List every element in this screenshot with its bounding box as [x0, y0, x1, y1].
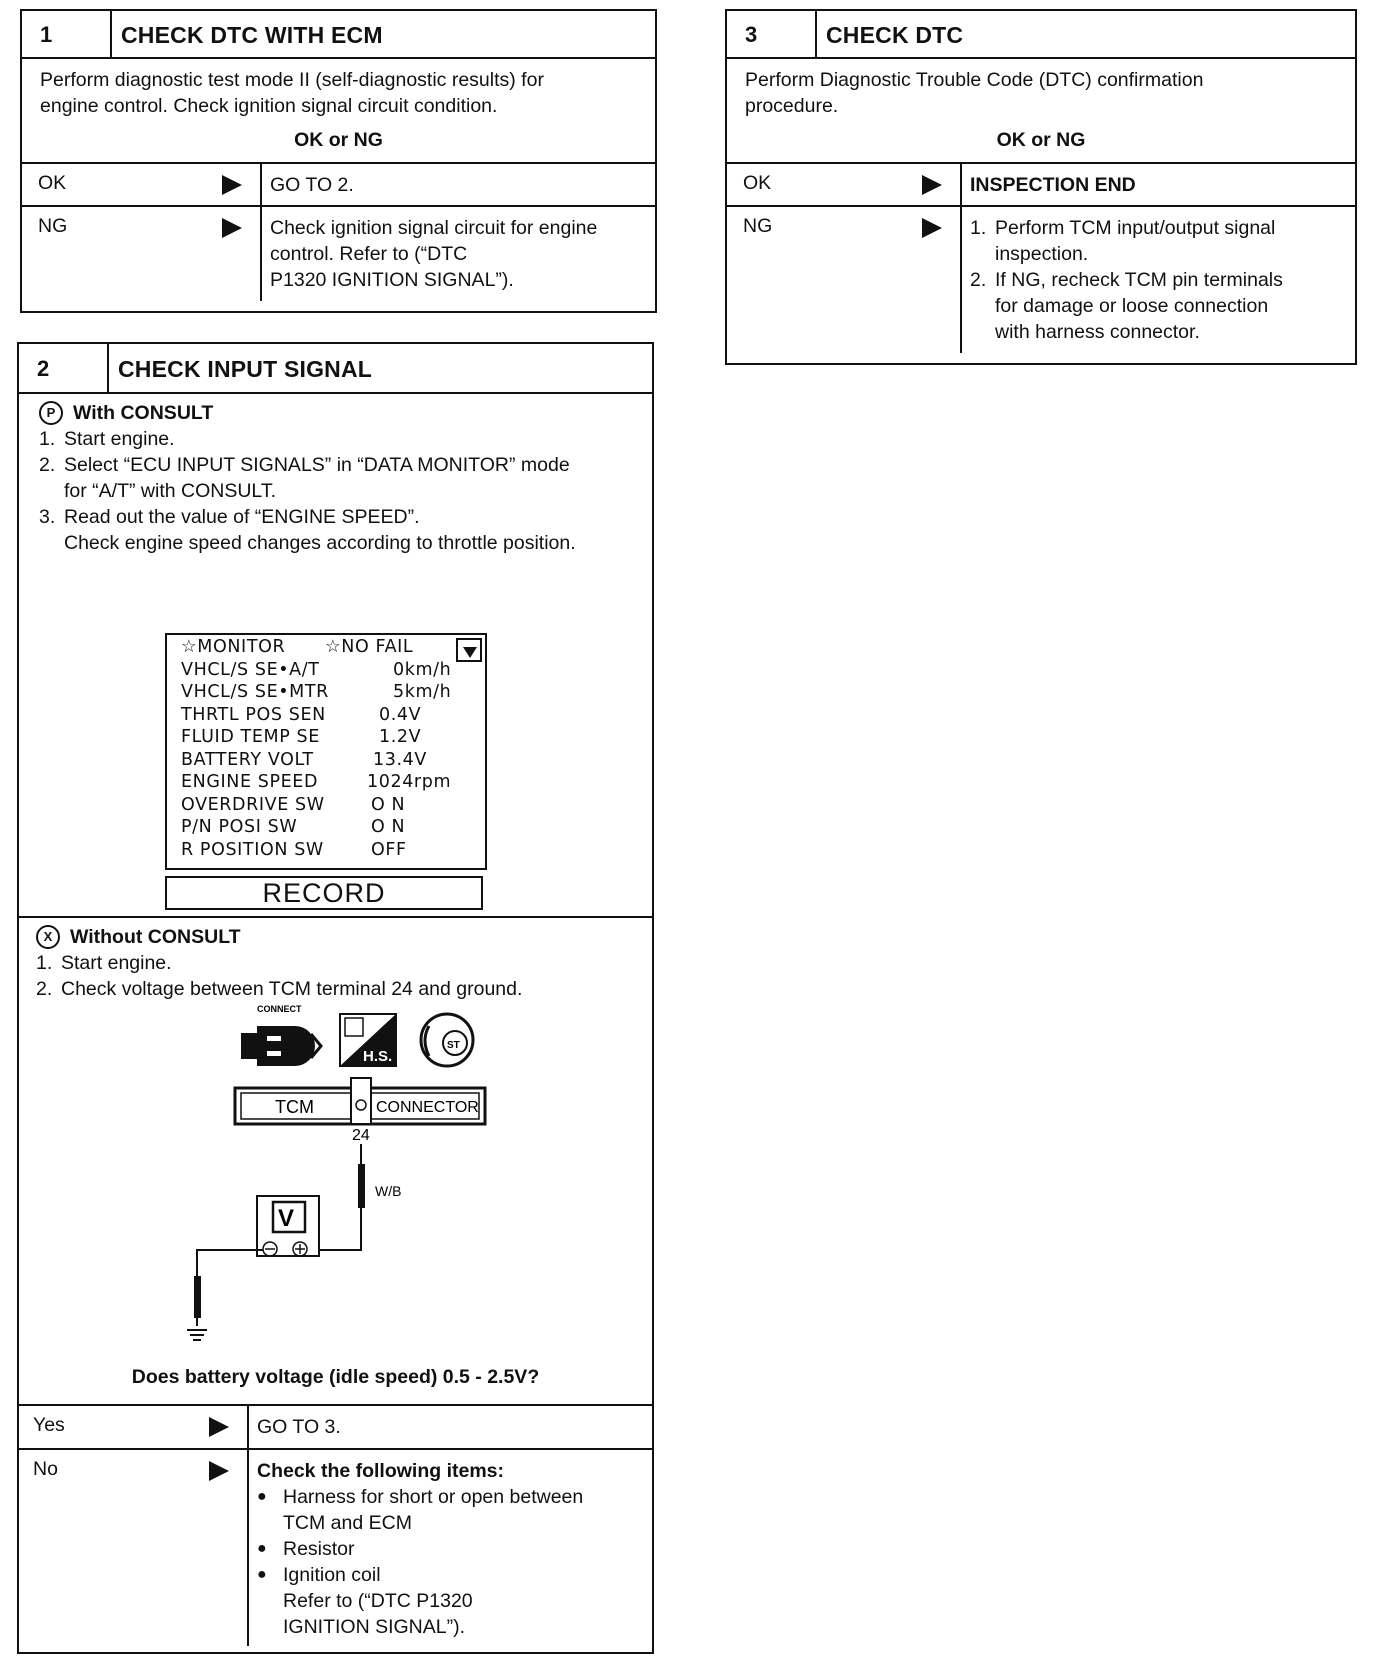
step-title: CHECK DTC WITH ECM	[121, 22, 383, 48]
arrow-right-icon	[209, 1417, 229, 1437]
list-item: 1. Start engine.	[36, 952, 172, 974]
ng-row	[22, 205, 655, 301]
monitor-row: FLUID TEMP SE 1.2V	[181, 727, 422, 747]
ok-row	[22, 162, 655, 205]
arrow-right-icon	[222, 218, 242, 238]
without-consult-section	[19, 918, 652, 1404]
monitor-row: ENGINE SPEED 1024rpm	[181, 772, 452, 792]
ok-action: INSPECTION END	[970, 174, 1136, 196]
monitor-row: P/N POSI SW O N	[181, 817, 406, 837]
desc-line: Perform diagnostic test mode II (self-diagnostic results) for	[40, 69, 544, 91]
monitor-row: OVERDRIVE SW O N	[181, 794, 406, 815]
no-action: Check the following items: ● Harness for short or open between TCM and ECM ● Resistor ● Ignition coil Refer to (“DTC P1320 IGNITION SIGNAL”).	[249, 1450, 652, 1646]
tcm-label: TCM	[275, 1097, 314, 1117]
ground-icon	[187, 1330, 207, 1340]
list-item: ● Ignition coil Refer to (“DTC P1320 IGNITION SIGNAL”).	[257, 1564, 473, 1638]
with-consult-section	[19, 394, 652, 918]
step-3-box	[725, 9, 1357, 365]
no-label: No	[19, 1450, 249, 1646]
wire-color-label: W/B	[375, 1183, 402, 1199]
step-title: CHECK INPUT SIGNAL	[118, 356, 373, 382]
step-3-header	[727, 11, 1355, 59]
arrow-right-icon	[209, 1461, 229, 1481]
step-description	[22, 59, 655, 119]
connect-icon	[241, 1004, 321, 1066]
voltmeter-icon: V	[278, 1205, 295, 1232]
step-1-box	[20, 9, 657, 313]
ng-row	[727, 205, 1355, 353]
ok-row	[727, 162, 1355, 205]
question-text: Does battery voltage (idle speed) 0.5 - 2.5V?	[131, 1366, 540, 1388]
without-consult-heading: X Without CONSULT	[36, 924, 652, 950]
no-row	[19, 1448, 652, 1646]
ng-label: NG	[22, 207, 262, 301]
yes-row	[19, 1404, 652, 1448]
monitor-row: THRTL POS SEN 0.4V	[181, 704, 422, 725]
record-button[interactable]: RECORD	[165, 876, 483, 910]
step-number: 1	[22, 11, 112, 57]
terminal-label: 24	[352, 1127, 370, 1144]
step-description: Perform Diagnostic Trouble Code (DTC) confirmation procedure.	[745, 69, 1204, 117]
monitor-row: BATTERY VOLT 13.4V	[181, 749, 427, 770]
start-key-icon	[421, 1014, 473, 1066]
desc-line: engine control. Check ignition signal circuit condition.	[40, 95, 498, 117]
connector-label: CONNECTOR	[376, 1099, 479, 1116]
svg-text:ST: ST	[447, 1040, 460, 1051]
arrow-right-icon	[922, 218, 942, 238]
consult-icon: P	[39, 401, 63, 425]
list-item: ● Harness for short or open between TCM and ECM	[257, 1486, 584, 1534]
monitor-header: ☆MONITOR ☆NO FAIL	[181, 637, 414, 657]
consult-monitor-screen	[165, 633, 487, 870]
ignition-key-icon	[340, 1014, 396, 1066]
ng-action	[962, 207, 1355, 353]
ok-label: OK	[727, 164, 962, 205]
ok-or-ng-label: OK or NG	[294, 129, 383, 151]
arrow-right-icon	[922, 175, 942, 195]
ng-action: Check ignition signal circuit for engine control. Refer to (“DTC P1320 IGNITION SIGNAL”).	[270, 217, 598, 291]
monitor-row: R POSITION SW OFF	[181, 839, 407, 860]
with-consult-heading: P With CONSULT	[39, 400, 652, 426]
svg-text:CONNECT: CONNECT	[257, 1004, 302, 1014]
list-item: 2. Check voltage between TCM terminal 24 and ground.	[36, 978, 523, 1000]
step-title: CHECK DTC	[826, 22, 964, 48]
step-1-header	[22, 11, 655, 59]
yes-label: Yes	[19, 1406, 249, 1448]
list-item: 1. Start engine.	[39, 428, 175, 450]
list-item: 3. Read out the value of “ENGINE SPEED”. Check engine speed changes according to throttle position.	[39, 506, 576, 554]
ok-or-ng-label: OK or NG	[996, 129, 1086, 151]
svg-text:H.S.: H.S.	[363, 1048, 393, 1065]
ok-label: OK	[22, 164, 262, 205]
ng-label: NG	[727, 207, 962, 353]
arrow-right-icon	[222, 175, 242, 195]
list-item: 2. Select “ECU INPUT SIGNALS” in “DATA MONITOR” mode for “A/T” with CONSULT.	[39, 454, 570, 502]
monitor-row: VHCL/S SE•A/T 0km/h	[181, 659, 452, 680]
list-item: 2. If NG, recheck TCM pin terminals for damage or loose connection with harness connector.	[970, 269, 1283, 343]
list-item: 1. Perform TCM input/output signal inspection.	[970, 217, 1276, 265]
voltage-check-diagram	[19, 918, 649, 1404]
step-number: 2	[19, 344, 109, 392]
step-number: 3	[727, 11, 817, 57]
scroll-down-icon[interactable]	[456, 638, 482, 662]
no-consult-icon: X	[36, 925, 60, 949]
step-2-header	[19, 344, 652, 394]
step-2-box	[17, 342, 654, 1654]
yes-action: GO TO 3.	[257, 1416, 341, 1438]
monitor-row: VHCL/S SE•MTR 5km/h	[181, 682, 452, 702]
list-item: ● Resistor	[257, 1538, 355, 1560]
with-consult-steps	[39, 426, 652, 556]
ok-action: GO TO 2.	[270, 174, 354, 196]
